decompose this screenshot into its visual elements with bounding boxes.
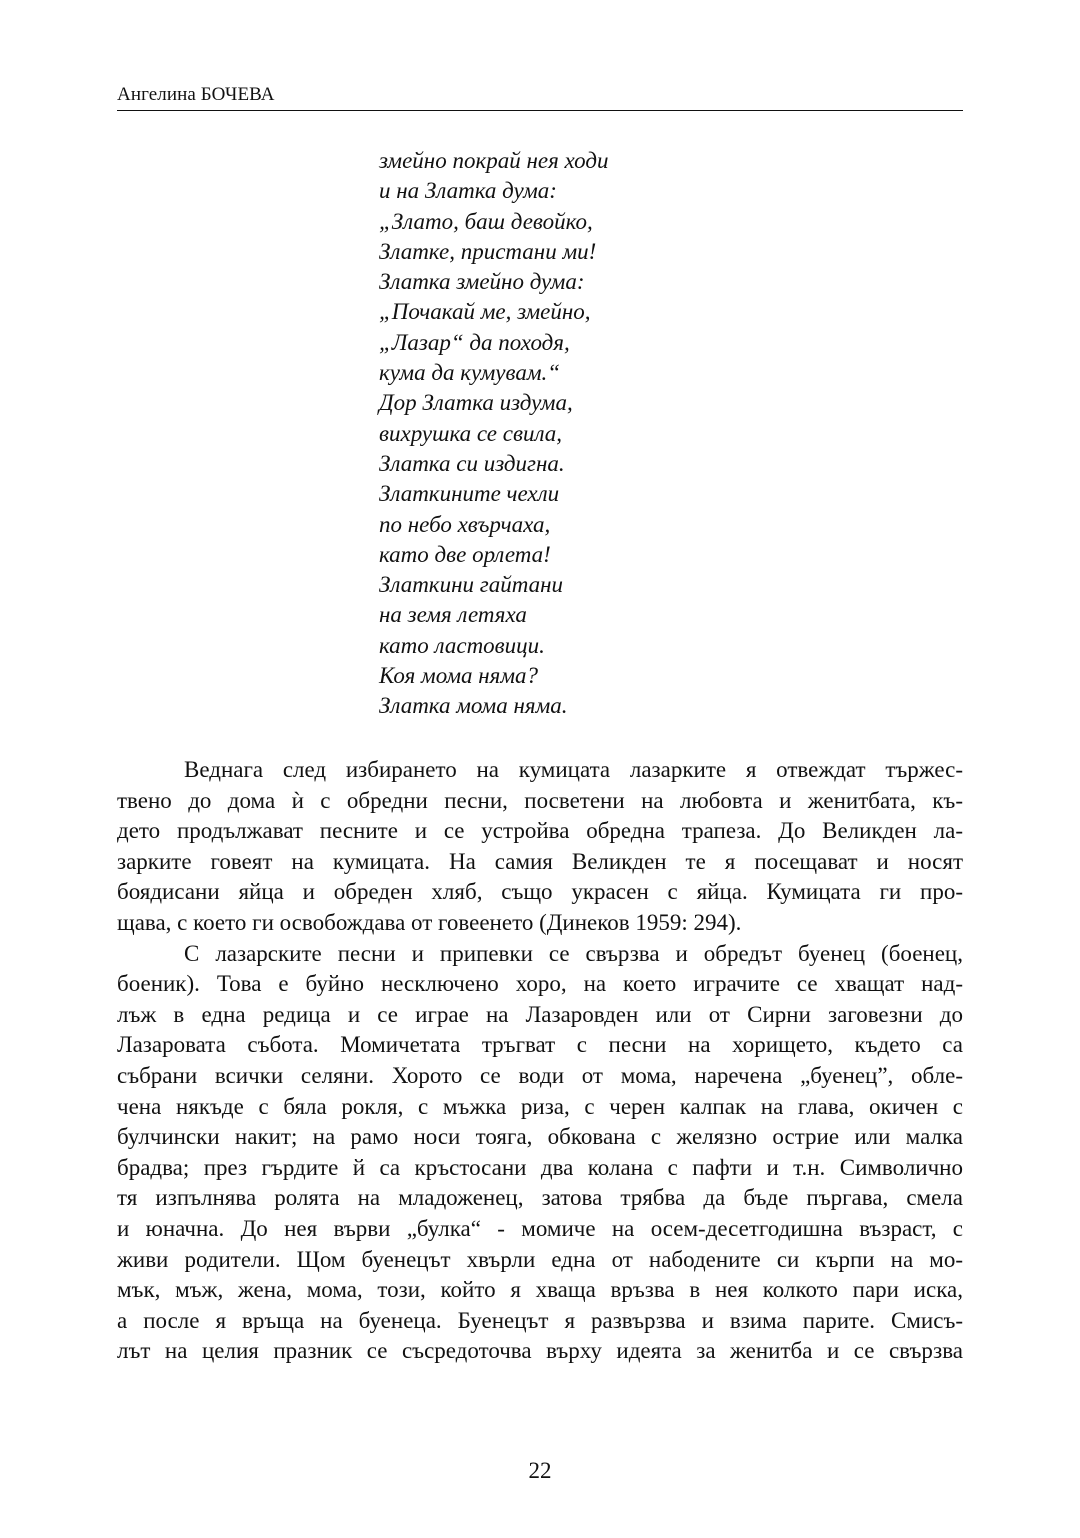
body-text [117,755,963,1367]
running-header [117,84,963,111]
poem-line: змейно покрай нея ходи [379,148,609,173]
poem-line: Златке, пристани ми! [379,238,597,264]
poem-line: Златка мома няма. [379,693,568,719]
page-number: 22 [528,1458,552,1483]
poem-line: по небо хвърчаха, [379,511,551,537]
text-line: лъж в една редица и се играе на Лазаровден или от Сирни заговезни до [117,1001,963,1027]
poem-line: кума да кумувам.“ [379,360,561,386]
text-line: зарките говеят на кумицата. На самия Великден те я посещават и носят [117,848,963,874]
poem-line: Дор Златка издума, [379,390,573,416]
poem-line: като две орлета! [379,541,551,567]
text-line: Веднага след избирането на кумицата лазарките я отвеждат тържес- [184,757,963,782]
text-line: чена някъде с бяла рокля, с мъжка риза, с черен калпак на глава, окичен с [117,1093,963,1119]
poem-line: Коя мома няма? [379,663,539,689]
text-line: мък, мъж, жена, мома, този, който я хваща връзва в нея колкото пари иска, [117,1277,963,1303]
poem-block [379,146,608,722]
poem-line: като ластовици. [379,632,545,658]
text-line: брадва; през гърдите й са кръстосани два колана с пафти и т.н. Символично [117,1154,963,1180]
text-line: тя изпълнява ролята на младоженец, затова трябва да бъде пъргава, смела [117,1185,963,1211]
text-line: С лазарските песни и припевки се свързва и обредът буенец (боенец, [184,940,963,966]
text-line: дето продължават песните и се устройва обредна трапеза. До Великден ла- [117,818,963,844]
poem-line: Златкини гайтани [379,572,563,598]
poem-line: и на Златка дума: [379,178,557,204]
poem-line: на земя летяха [379,602,527,628]
text-line: а после я връща на буенеца. Буенецът я развързва и взима парите. Смисъ- [117,1307,963,1333]
poem-line: „Почакай ме, змейно, [379,299,591,325]
text-line: и юначна. До нея върви „булка“ - момиче на осем-десетгодишна възраст, с [117,1215,963,1241]
poem-line: „Лазар“ да походя, [379,329,570,355]
text-line: лът на целия празник се съсредоточва върху идеята за женитба и се свързва [117,1338,963,1364]
poem-line: Златка змейно дума: [379,269,585,295]
poem-line: Златкините чехли [379,481,560,507]
text-line: булчински накит; на рамо носи тояга, обкована с желязно острие или малка [117,1124,963,1150]
text-line: щава, с което ги освобождава от говеенето (Динеков 1959: 294). [117,909,742,935]
text-line: Лазаровата събота. Момичетата тръгват с песни на хорището, където са [117,1032,963,1058]
text-line: събрани всички селяни. Хорото се води от мома, наречена „буенец”, обле- [117,1062,963,1088]
poem-line: „Злато, баш девойко, [379,208,593,234]
header-author: Ангелина БОЧЕВА [117,84,275,105]
text-line: боядисани яйца и обреден хляб, също украсен с яйца. Кумицата ги про- [117,879,963,905]
text-line: боеник). Това е буйно несключено хоро, на което играчите се хващат над- [117,971,963,997]
paragraph-1 [117,755,963,939]
text-line: живи родители. Щом буенецът хвърли една от набодените си кърпи на мо- [117,1246,963,1272]
text-line: твено до дома ѝ с обредни песни, посветени на любовта и женитбата, къ- [117,787,963,813]
poem-line: вихрушка се свила, [379,420,563,446]
poem-line: Златка си издигна. [379,450,565,476]
paragraph-2 [117,939,963,1367]
